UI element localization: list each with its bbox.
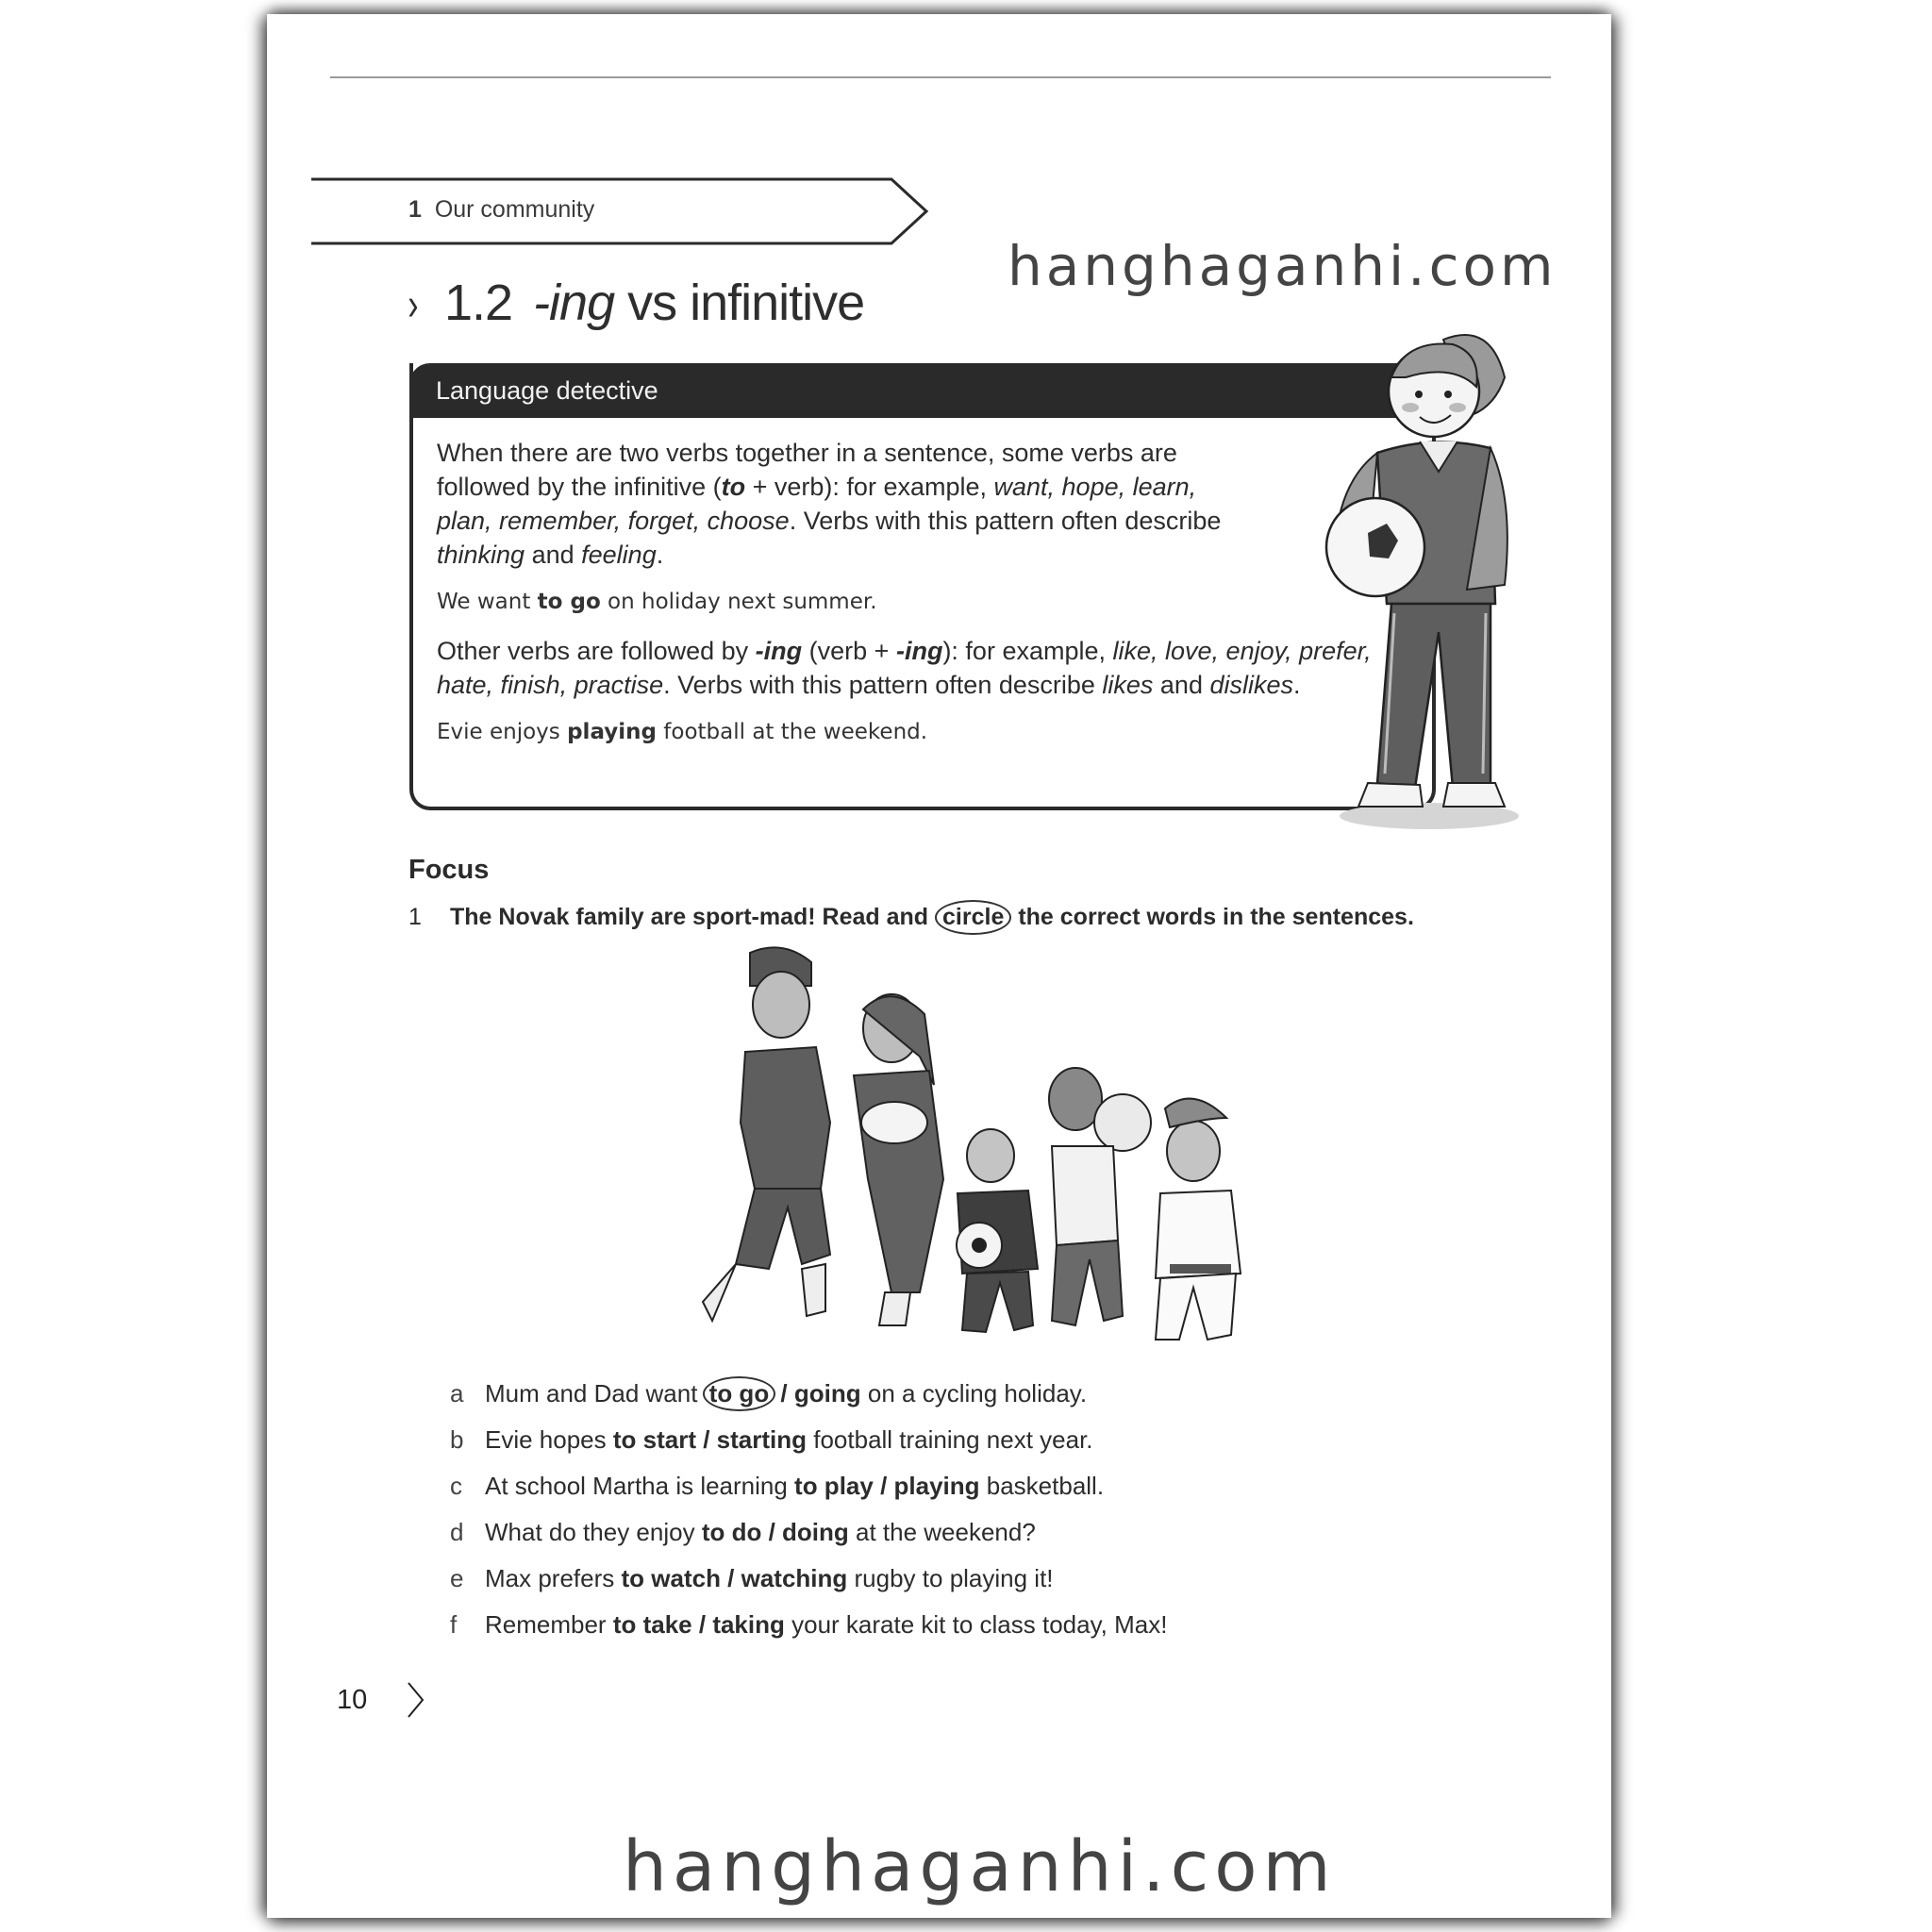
ing-explanation: Other verbs are followed by -ing (verb + -ing): for example, like, love, enjoy, prefer, hate, finish, practise. Verbs with this pattern often describe likes and dislikes. <box>437 637 1372 699</box>
option-to-go-circled[interactable]: to go <box>703 1376 776 1411</box>
circle-word: circle <box>935 900 1011 935</box>
sentence-f: f Remember to take / taking your karate kit to class today, Max! <box>450 1610 1168 1639</box>
watermark-bottom: hanghaganhi.com <box>623 1826 1337 1907</box>
sentence-d: d What do they enjoy to do / doing at the weekend? <box>450 1518 1036 1546</box>
section-title: › 1.2 -ing vs infinitive <box>408 275 865 331</box>
option-watching[interactable]: watching <box>741 1564 848 1592</box>
option-going[interactable]: going <box>793 1379 861 1407</box>
option-starting[interactable]: starting <box>716 1425 808 1454</box>
language-detective-header <box>409 363 1432 418</box>
chevron-right-icon: › <box>408 280 418 330</box>
option-taking[interactable]: taking <box>712 1610 785 1639</box>
option-to-do[interactable]: to do <box>701 1518 762 1546</box>
watermark-top: hanghaganhi.com <box>1008 234 1557 298</box>
infinitive-example: We want to go on holiday next summer. <box>437 590 877 614</box>
option-to-play[interactable]: to play <box>794 1472 874 1500</box>
girl-with-football-illustration <box>1302 321 1528 835</box>
language-detective-title: Language detective <box>436 376 658 405</box>
language-detective-body <box>437 436 1380 764</box>
option-playing[interactable]: playing <box>893 1472 980 1500</box>
option-to-watch[interactable]: to watch <box>621 1564 721 1592</box>
chapter-label: 1 Our community <box>408 196 595 223</box>
option-to-take[interactable]: to take <box>612 1610 692 1639</box>
infinitive-explanation: When there are two verbs together in a sentence, some verbs are followed by the infinitive (to + verb): for example, want, hope, learn, plan, remember, forget, choose. Verbs with this pattern often describe thinking and feeling. <box>437 439 1222 569</box>
novak-family-sports-illustration <box>679 943 1264 1358</box>
option-to-start[interactable]: to start <box>612 1425 696 1454</box>
sentence-e: e Max prefers to watch / watching rugby to playing it! <box>450 1564 1054 1592</box>
exercise-sentences <box>450 1379 1167 1657</box>
chevron-right-icon <box>406 1681 426 1719</box>
sentence-a: a Mum and Dad want to go / going on a cycling holiday. <box>450 1379 1167 1425</box>
sentence-b: b Evie hopes to start / starting football training next year. <box>450 1425 1093 1454</box>
top-rule <box>330 76 1551 78</box>
focus-heading: Focus <box>408 855 490 885</box>
page-number: 10 <box>337 1685 368 1715</box>
task-number: 1 <box>408 904 422 930</box>
option-doing[interactable]: doing <box>782 1518 849 1546</box>
chapter-tab <box>311 177 929 243</box>
sentence-c: c At school Martha is learning to play / playing basketball. <box>450 1472 1105 1500</box>
ing-example: Evie enjoys playing football at the weekend. <box>437 720 928 744</box>
chapter-tab-arrow-icon <box>311 177 929 245</box>
task-instruction: 1 The Novak family are sport-mad! Read and circle the correct words in the sentences. <box>408 904 1414 931</box>
